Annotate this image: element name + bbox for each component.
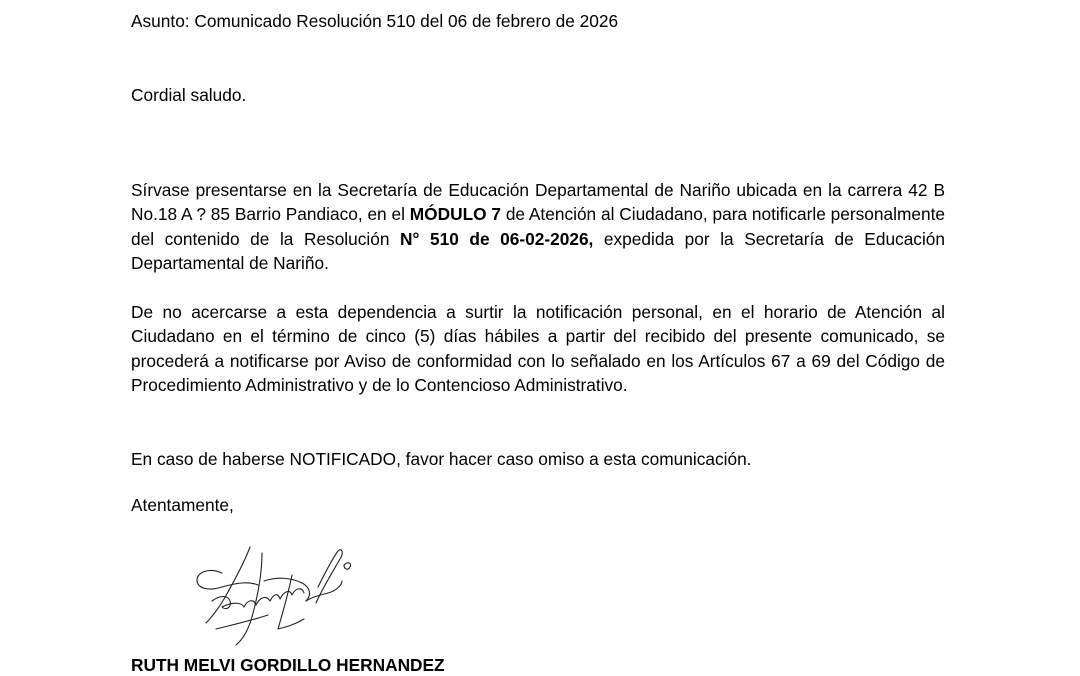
resolution-number: N° 510 de 06-02-2026, [400, 228, 594, 249]
paragraph-notification-part3: expedida por la Secretaría de Educación Departamental de Nariño. [131, 228, 946, 274]
signer-name: RUTH MELVI GORDILLO HERNANDEZ [131, 655, 445, 675]
closing: Atentamente, [131, 495, 234, 515]
paragraph-notification-part1: Sírvase presentarse en la Secretaría de Educación Departamental de Nariño ubicada en la carrera 42 B No.18 A ? 85 Barrio Pandiaco, en el [131, 180, 945, 225]
module-number: MÓDULO 7 [409, 204, 501, 225]
paragraph-notification-part2: de Atención al Ciudadano, para notificarle personalmente del contenido de la Resolución [131, 204, 945, 249]
paragraph-notification [131, 178, 945, 276]
greeting: Cordial saludo. [131, 85, 247, 105]
handwritten-signature [192, 545, 362, 650]
paragraph-warning: De no acercarse a esta dependencia a surtir la notificación personal, en el horario de Atención al Ciudadano en el término de cinco (5) días hábiles a partir del recibido del presente comunicado, se procederá a notificarse por Aviso de conformidad con lo señalado en los Artículos 67 a 69 del Código de Procedimiento Administrativo y de lo Contencioso Administrativo. [131, 302, 945, 396]
paragraph-omit: En caso de haberse NOTIFICADO, favor hacer caso omiso a esta comunicación. [131, 449, 752, 469]
subject-line: Asunto: Comunicado Resolución 510 del 06 de febrero de 2026 [131, 11, 619, 31]
